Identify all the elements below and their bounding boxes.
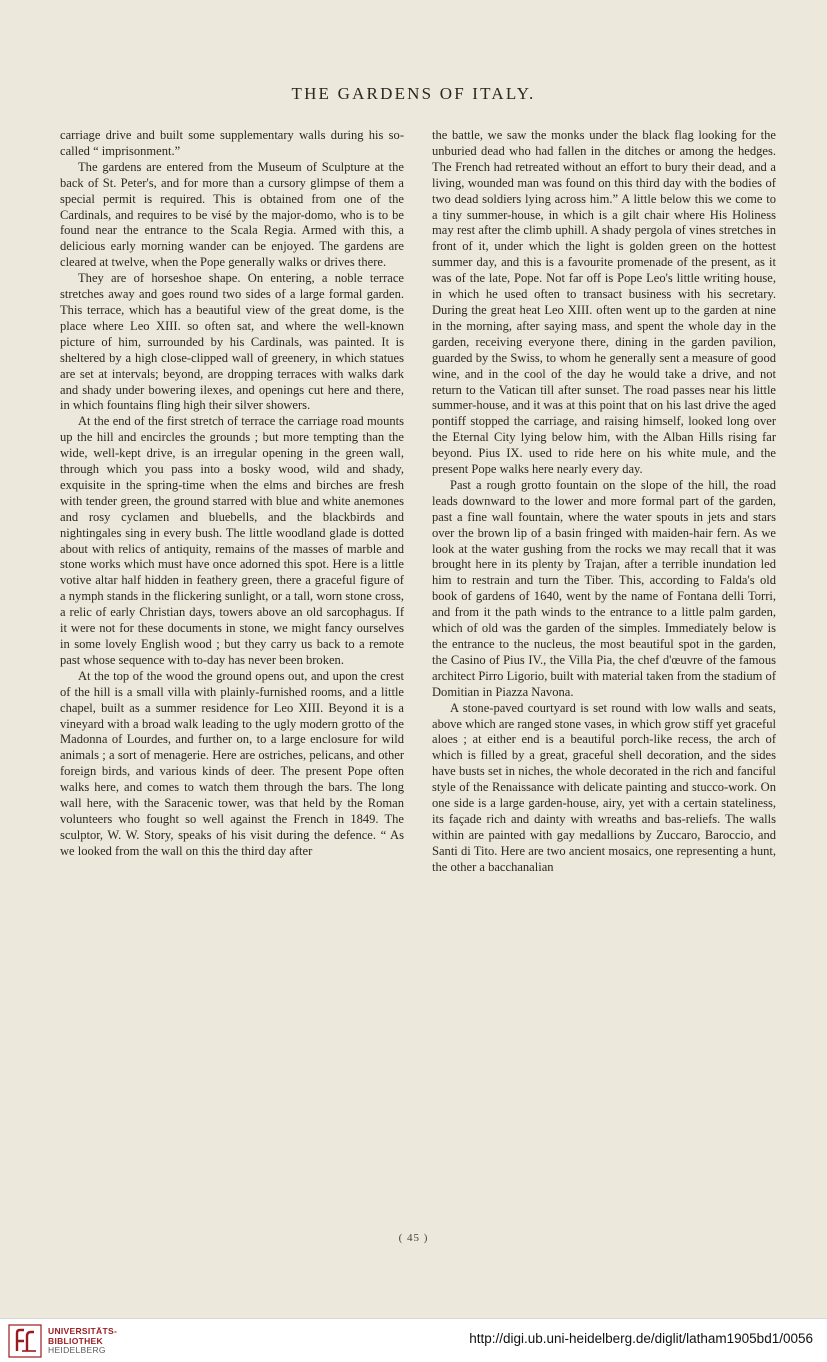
running-head: THE GARDENS OF ITALY. [291, 84, 536, 103]
university-library-logo-icon[interactable] [8, 1324, 42, 1358]
right-text-column [432, 128, 776, 876]
library-name-line1: UNIVERSITÄTS- [48, 1326, 118, 1336]
paragraph: A stone-paved courtyard is set round with low walls and seats, above which are ranged stone vases, in which grow stiff yet graceful aloes ; at either end is a beautiful porch-like recess, the arch of which is filled by a great, graceful shell decoration, and the sides have busts set in niches, the whole decorated in the rich and fanciful style of the Renaissance with delicate painting and stucco-work. On one side is a large garden-house, airy, yet with a certain stateliness, its façade rich and dainty with wreaths and bas-reliefs. The walls within are painted with gay medallions by Zuccaro, Baroccio, and Santi di Tito. Here are two ancient mosaics, one representing a hunt, the other a bacchanalian [432, 700, 776, 874]
paragraph: The gardens are entered from the Museum of Sculpture at the back of St. Peter's, and for more than a cursory glimpse of them a special permit is required. This is obtained from one of the Cardinals, and requires to be visé by the major-domo, who is to be found near the entrance to the Scala Regia. Armed with this, a delicious early morning wander can be enjoyed. The gardens are cleared at twelve, when the Pope generally walks or drives there. [60, 159, 404, 270]
paragraph: Past a rough grotto fountain on the slope of the hill, the road leads downward to the lower and more formal part of the garden, past a fine wall fountain, where the water spouts in jets and stars over the brown lip of a basin fringed with maiden-hair fern. As we look at the water gushing from the rocks we may recall that it was brought here in its plenty by Trajan, after a terrible inundation led him to restrain and turn the Tiber. This, according to Falda's old book of gardens of 1640, went by the name of Fontana delli Torri, and from it the path winds to the entrance to a little palm garden, which of old was the garden of the simples. Immediately below is the entrance to the nucleus, the most beautiful spot in the garden, the Casino of Pius IV., the Villa Pia, the chef d'œuvre of the famous architect Pirro Ligorio, built with material taken from the stadium of Domitian in Piazza Navona. [432, 477, 776, 699]
library-name-line2: BIBLIOTHEK [48, 1335, 103, 1346]
library-footer [0, 1318, 827, 1362]
paragraph: the battle, we saw the monks under the black flag looking for the unburied dead who had fallen in the ditches or among the hedges. The French had retreated without an effort to bury their dead, and a living, wounded man was found on this third day with the bodies of two dead soldiers lying across him.” A little below this we come to a tiny summer-house, in which is a gilt chair where His Holiness may rest after the climb uphill. A shady pergola of vines stretches in front of it, under which the light is golden green on the hottest summer day, and this is a favourite promenade of the present, as it was of the late, Pope. Not far off is Pope Leo's little writing house, in which he used often to transact business with his secretary. During the great heat Leo XIII. often went up to the garden at nine in the morning, after saying mass, and spent the whole day in the garden, receiving everyone there, dining in the garden pavilion, guarded by the Swiss, to whom he generally sent a measure of good wine, and in the cool of the day he would take a drive, and not return to the Vatican till after sunset. The road passes near his little summer-house, and it was at this point that on his last drive the aged pontiff stopped the carriage, and raising himself, looked long over the Eternal City lying below him, with the Alban Hills rising far beyond. Pius IX. used to ride here on his white mule, and the present Pope walks here nearly every day. [432, 128, 776, 477]
paragraph: At the top of the wood the ground opens out, and upon the crest of the hill is a small villa with plainly-furnished rooms, and a little chapel, built as a summer residence for Leo XIII. Beyond it is a vineyard with a broad walk leading to the ugly modern grotto of the Madonna of Lourdes, and further on, to a large enclosure for wild animals ; a sort of menagerie. Here are ostriches, pelicans, and other foreign birds, and various kinds of deer. The present Pope often walks here, and comes to watch them through the bars. The long wall here, with the Saracenic tower, was that held by the Roman volunteers who fought so well against the French in 1849. The sculptor, W. W. Story, speaks of his visit during the defence. “ As we looked from the wall on this the third day after [60, 668, 404, 858]
library-name-line3: HEIDELBERG [48, 1345, 106, 1355]
paragraph: They are of horseshoe shape. On entering, a noble terrace stretches away and goes round two sides of a large formal garden. This terrace, which has a beautiful view of the great dome, is the place where Leo XIII. so often sat, and where the well-known picture of him, surrounded by his Cardinals, was painted. It is sheltered by a high close-clipped wall of greenery, in which statues are set at intervals; beyond, are dropping terraces with walks dark and shady under bowering ilexes, and openings cut here and there, in which fountains fling high their silver showers. [60, 271, 404, 413]
library-name[interactable] [48, 1327, 117, 1356]
left-text-column [60, 128, 404, 860]
paragraph: At the end of the first stretch of terrace the carriage road mounts up the hill and encircles the grounds ; but more tempting than the wide, well-kept drive, is an irregular opening in the green wall, through which you pass into a bosky wood, wild and shady, exquisite in the spring-time when the elms and birches are fresh with tender green, the ground starred with blue and white anemones and rosy cyclamen and bluebells, and the blackbirds and nightingales sing in every bush. The little woodland glade is dotted about with relics of antiquity, remains of the masses of marble and stone works which must have once adorned this spot. Here is a little votive altar half hidden in feathery green, there a graceful figure of a nymph stands in the flickering sunlight, or a tall, worn stone cross, a relic of early Christian days, towers above an old sarcophagus. If it were not for these documents in stone, we might fancy ourselves in some lovely English wood ; but they carry us back to a remote past whose sequence with to-day has never been broken. [60, 414, 404, 667]
permalink-url[interactable]: http://digi.ub.uni-heidelberg.de/diglit/latham1905bd1/0056 [469, 1331, 813, 1346]
page-number: ( 45 ) [398, 1232, 429, 1244]
paragraph: carriage drive and built some supplementary walls during his so-called “ imprisonment.” [60, 128, 404, 158]
